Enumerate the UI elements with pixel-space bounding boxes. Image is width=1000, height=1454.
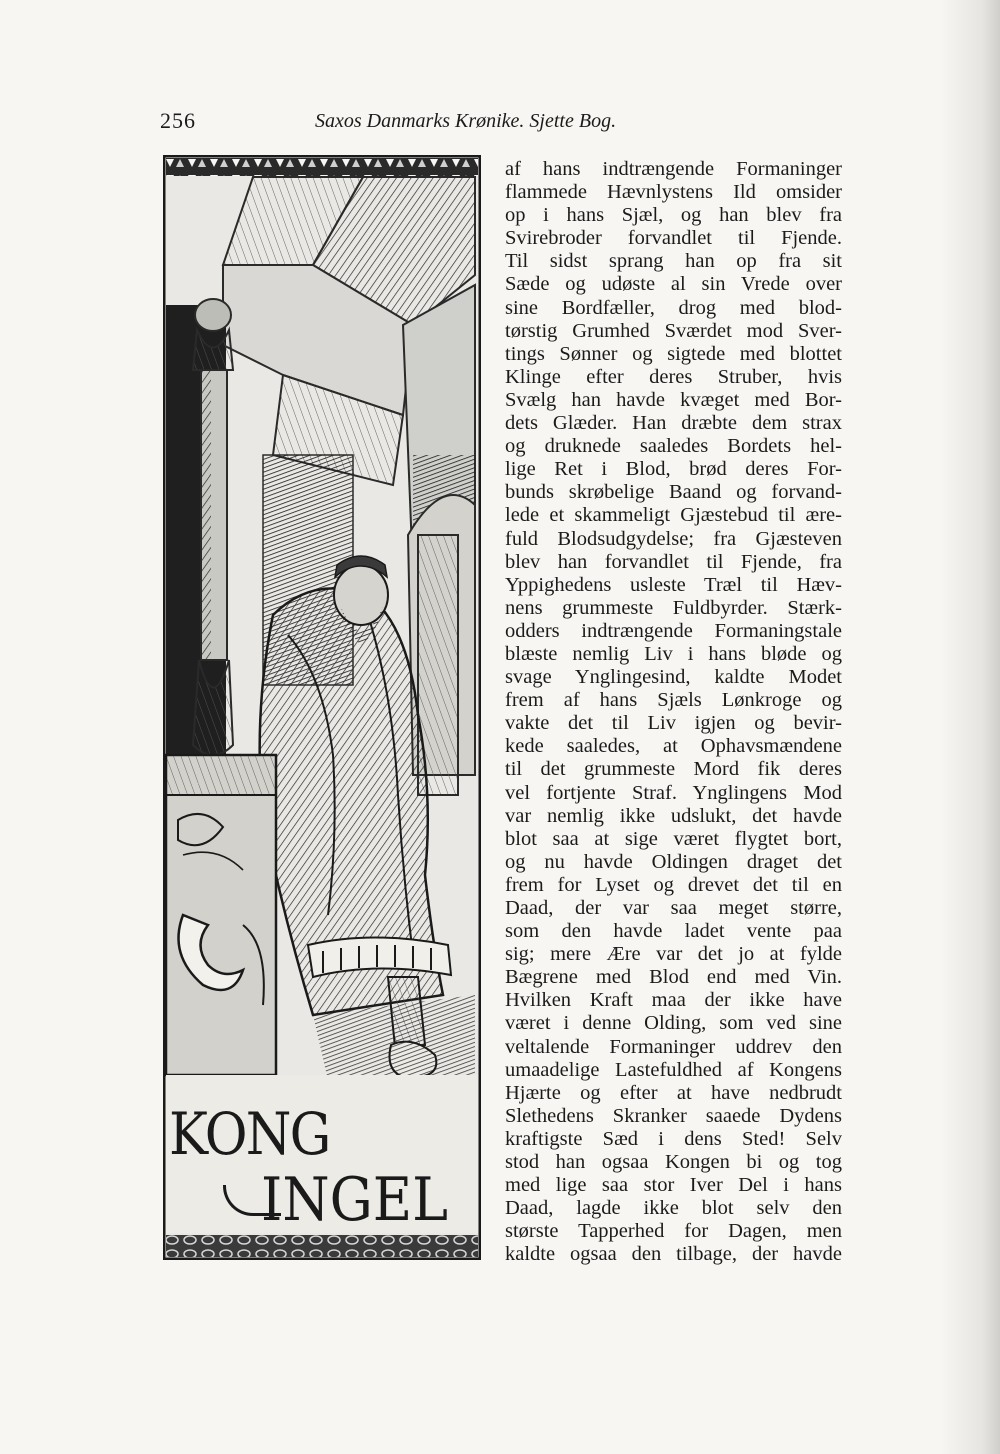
caption-ingel: INGEL bbox=[261, 1165, 449, 1235]
body-line: veltalende Formaninger uddrev den bbox=[505, 1035, 842, 1058]
body-line: frem af hans Sjæls Lønkroge og bbox=[505, 689, 842, 712]
body-line: sig; mere Ære var det jo at fylde bbox=[505, 943, 842, 966]
gutter-shadow bbox=[940, 0, 1000, 1454]
body-line: og nu havde Oldingen draget det bbox=[505, 850, 842, 873]
body-line: Hvilken Kraft maa der ikke have bbox=[505, 989, 842, 1012]
body-line: med lige saa stor Iver Del i hans bbox=[505, 1174, 842, 1197]
body-line: tørstig Grumhed Sværdet mod Sver- bbox=[505, 319, 842, 342]
body-line: svage Ynglingesind, kaldte Modet bbox=[505, 666, 842, 689]
body-line: Sæde og udøste al sin Vrede over bbox=[505, 273, 842, 296]
body-line: blev han forvandlet til Fjende, fra bbox=[505, 550, 842, 573]
body-line: frem for Lyset og drevet det til en bbox=[505, 873, 842, 896]
illustration-king-ingel bbox=[163, 155, 481, 1260]
body-line: op i hans Sjæl, og han blev fra bbox=[505, 204, 842, 227]
body-line: fuld Blodsudgydelse; fra Gjæsteven bbox=[505, 527, 842, 550]
body-line: lige Ret i Blod, brød deres For- bbox=[505, 458, 842, 481]
body-line: blot saa at sige været flygtet bort, bbox=[505, 827, 842, 850]
body-line: af hans indtrængende Formaninger bbox=[505, 158, 842, 180]
body-line: og druknede saaledes Bordets hel- bbox=[505, 435, 842, 458]
body-line: bunds skrøbelige Baand og forvand- bbox=[505, 481, 842, 504]
body-line: Klinge efter deres Struber, hvis bbox=[505, 365, 842, 388]
caption-kong: KONG bbox=[169, 1100, 330, 1168]
body-line: største Tapperhed for Dagen, men bbox=[505, 1220, 842, 1243]
body-line: kede saaledes, at Ophavsmændene bbox=[505, 735, 842, 758]
body-line: Svælg han havde kvæget med Bor- bbox=[505, 388, 842, 411]
body-line: som den havde ladet vente paa bbox=[505, 920, 842, 943]
body-line: lede et skammeligt Gjæstebud til ære- bbox=[505, 504, 842, 527]
body-line: blæste nemlig Liv i hans bløde og bbox=[505, 642, 842, 665]
body-line: til det grummeste Mord fik deres bbox=[505, 758, 842, 781]
body-line: Bægrene med Blod end med Vin. bbox=[505, 966, 842, 989]
body-line: nens grummeste Fuldbyrder. Stærk- bbox=[505, 596, 842, 619]
body-line: vakte det til Liv igjen og bevir- bbox=[505, 712, 842, 735]
body-line: Hjærte og efter at have nedbrudt bbox=[505, 1081, 842, 1104]
body-line: Daad, der var saa meget større, bbox=[505, 897, 842, 919]
page-header bbox=[160, 108, 860, 138]
body-line: tings Sønner og sigtede med blottet bbox=[505, 342, 842, 365]
body-line: været i denne Olding, som ved sine bbox=[505, 1012, 842, 1035]
body-line: umaadelige Lastefuldhed af Kongens bbox=[505, 1058, 842, 1081]
body-line: odders indtrængende Formaningstale bbox=[505, 619, 842, 642]
body-line: Slethedens Skranker saaede Dydens bbox=[505, 1104, 842, 1127]
body-line: vel fortjente Straf. Ynglingens Mod bbox=[505, 781, 842, 804]
body-line: kraftigste Sæd i dens Sted! Selv bbox=[505, 1127, 842, 1150]
body-line: var nemlig ikke udslukt, det havde bbox=[505, 804, 842, 827]
illustration-drawing bbox=[163, 155, 481, 1260]
body-line: kaldte ogsaa den tilbage, der havde bbox=[505, 1243, 842, 1266]
body-line: dets Glæder. Han dræbte dem strax bbox=[505, 412, 842, 435]
body-text-column bbox=[505, 158, 842, 1267]
body-line: Yppighedens usleste Træl til Hæv- bbox=[505, 573, 842, 596]
body-line: sine Bordfæller, drog med blod- bbox=[505, 296, 842, 319]
body-line: stod han ogsaa Kongen bi og tog bbox=[505, 1151, 842, 1174]
page-number: 256 bbox=[160, 108, 196, 133]
running-title: Saxos Danmarks Krønike. Sjette Bog. bbox=[315, 110, 617, 132]
body-line: Svirebroder forvandlet til Fjende. bbox=[505, 227, 842, 250]
body-line: flammede Hævnlystens Ild omsider bbox=[505, 181, 842, 204]
body-line: Daad, lagde ikke blot selv den bbox=[505, 1197, 842, 1220]
body-line: Til sidst sprang han op fra sit bbox=[505, 250, 842, 273]
